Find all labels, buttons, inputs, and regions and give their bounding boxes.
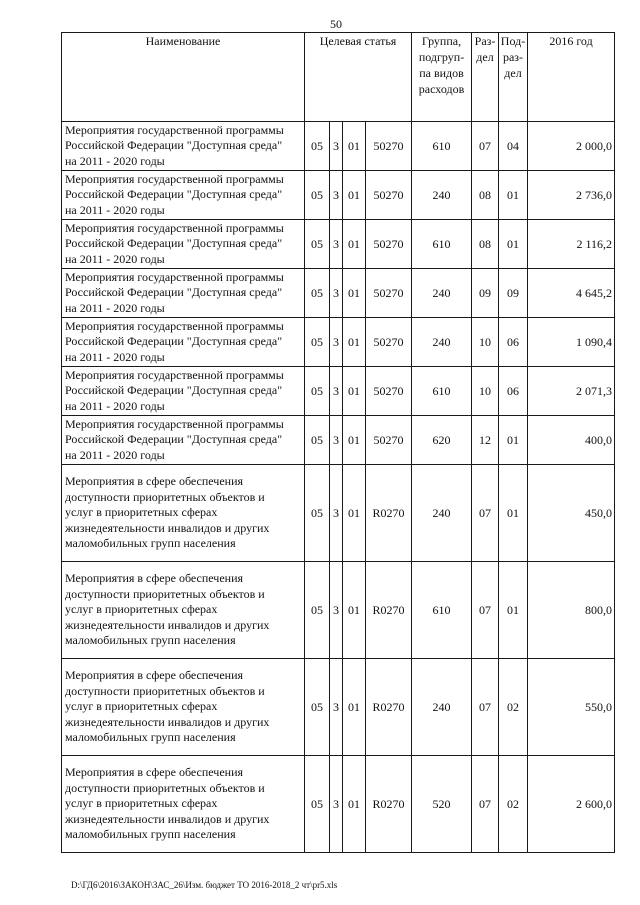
cell-section: 12 <box>472 416 499 465</box>
cell-section: 07 <box>472 562 499 659</box>
cell-target-code-3: 01 <box>343 269 366 318</box>
cell-subsection: 01 <box>499 416 528 465</box>
budget-table <box>61 32 615 853</box>
table-row <box>62 416 615 465</box>
cell-target-code-1: 05 <box>305 562 330 659</box>
table-row <box>62 171 615 220</box>
cell-subsection: 09 <box>499 269 528 318</box>
cell-section: 08 <box>472 220 499 269</box>
cell-target-code-1: 05 <box>305 659 330 756</box>
row-name: Мероприятия государственной программы Российской Федерации "Доступная среда" на 2011 - 2020 годы <box>62 220 305 269</box>
cell-amount: 2 736,0 <box>528 171 615 220</box>
cell-subsection: 01 <box>499 465 528 562</box>
cell-expense-group: 520 <box>412 756 472 853</box>
cell-amount: 2 600,0 <box>528 756 615 853</box>
cell-subsection: 01 <box>499 220 528 269</box>
cell-target-code-4: R0270 <box>366 756 412 853</box>
row-name: Мероприятия государственной программы Российской Федерации "Доступная среда" на 2011 - 2020 годы <box>62 269 305 318</box>
cell-target-code-4: 50270 <box>366 318 412 367</box>
table-row <box>62 220 615 269</box>
cell-expense-group: 610 <box>412 367 472 416</box>
cell-section: 07 <box>472 659 499 756</box>
row-name: Мероприятия государственной программы Российской Федерации "Доступная среда" на 2011 - 2020 годы <box>62 171 305 220</box>
cell-target-code-1: 05 <box>305 465 330 562</box>
cell-target-code-2: 3 <box>330 367 343 416</box>
cell-subsection: 02 <box>499 659 528 756</box>
cell-target-code-1: 05 <box>305 269 330 318</box>
cell-expense-group: 610 <box>412 562 472 659</box>
cell-target-code-3: 01 <box>343 659 366 756</box>
cell-target-code-2: 3 <box>330 269 343 318</box>
cell-target-code-4: 50270 <box>366 220 412 269</box>
table-row <box>62 659 615 756</box>
header-target-article: Целевая статья <box>305 33 412 122</box>
cell-target-code-4: 50270 <box>366 416 412 465</box>
cell-subsection: 01 <box>499 171 528 220</box>
row-name: Мероприятия в сфере обеспечения доступности приоритетных объектов и услуг в приоритетных сферах жизнедеятельности инвалидов и других маломобильных групп населения <box>62 465 305 562</box>
cell-target-code-3: 01 <box>343 367 366 416</box>
cell-target-code-2: 3 <box>330 122 343 171</box>
file-path-footer: D:\ГД6\2016\ЗАКОН\ЗАС_26\Изм. бюджет ТО 2016-2018_2 чт\pr5.xls <box>71 880 338 890</box>
header-year: 2016 год <box>528 33 615 122</box>
cell-section: 07 <box>472 465 499 562</box>
cell-target-code-2: 3 <box>330 171 343 220</box>
cell-expense-group: 240 <box>412 318 472 367</box>
cell-target-code-3: 01 <box>343 416 366 465</box>
cell-target-code-4: R0270 <box>366 659 412 756</box>
cell-amount: 2 000,0 <box>528 122 615 171</box>
cell-target-code-2: 3 <box>330 465 343 562</box>
table-row <box>62 465 615 562</box>
cell-target-code-2: 3 <box>330 416 343 465</box>
cell-target-code-3: 01 <box>343 465 366 562</box>
header-name: Наименование <box>62 33 305 122</box>
header-row <box>62 33 615 122</box>
header-subsection: Под- раз- дел <box>499 33 528 122</box>
cell-section: 08 <box>472 171 499 220</box>
cell-expense-group: 610 <box>412 220 472 269</box>
cell-amount: 550,0 <box>528 659 615 756</box>
cell-amount: 800,0 <box>528 562 615 659</box>
cell-target-code-3: 01 <box>343 562 366 659</box>
table-row <box>62 318 615 367</box>
cell-subsection: 01 <box>499 562 528 659</box>
cell-target-code-1: 05 <box>305 318 330 367</box>
cell-target-code-1: 05 <box>305 122 330 171</box>
cell-target-code-3: 01 <box>343 318 366 367</box>
cell-amount: 1 090,4 <box>528 318 615 367</box>
cell-target-code-1: 05 <box>305 367 330 416</box>
cell-target-code-2: 3 <box>330 220 343 269</box>
cell-target-code-4: 50270 <box>366 269 412 318</box>
cell-expense-group: 240 <box>412 465 472 562</box>
cell-target-code-3: 01 <box>343 756 366 853</box>
cell-expense-group: 620 <box>412 416 472 465</box>
cell-amount: 2 116,2 <box>528 220 615 269</box>
cell-section: 10 <box>472 318 499 367</box>
cell-subsection: 04 <box>499 122 528 171</box>
table-row <box>62 367 615 416</box>
cell-subsection: 06 <box>499 318 528 367</box>
cell-amount: 450,0 <box>528 465 615 562</box>
cell-target-code-4: 50270 <box>366 122 412 171</box>
row-name: Мероприятия государственной программы Российской Федерации "Доступная среда" на 2011 - 2020 годы <box>62 318 305 367</box>
cell-subsection: 02 <box>499 756 528 853</box>
cell-target-code-1: 05 <box>305 220 330 269</box>
table-row <box>62 562 615 659</box>
row-name: Мероприятия государственной программы Российской Федерации "Доступная среда" на 2011 - 2020 годы <box>62 416 305 465</box>
cell-section: 07 <box>472 122 499 171</box>
cell-amount: 4 645,2 <box>528 269 615 318</box>
cell-target-code-4: R0270 <box>366 562 412 659</box>
page-number: 50 <box>330 17 342 31</box>
cell-target-code-2: 3 <box>330 318 343 367</box>
cell-target-code-2: 3 <box>330 756 343 853</box>
cell-expense-group: 240 <box>412 269 472 318</box>
row-name: Мероприятия государственной программы Российской Федерации "Доступная среда" на 2011 - 2020 годы <box>62 367 305 416</box>
row-name: Мероприятия государственной программы Российской Федерации "Доступная среда" на 2011 - 2020 годы <box>62 122 305 171</box>
cell-target-code-1: 05 <box>305 171 330 220</box>
cell-expense-group: 240 <box>412 171 472 220</box>
cell-amount: 2 071,3 <box>528 367 615 416</box>
header-section: Раз- дел <box>472 33 499 122</box>
cell-target-code-2: 3 <box>330 659 343 756</box>
cell-amount: 400,0 <box>528 416 615 465</box>
cell-section: 09 <box>472 269 499 318</box>
row-name: Мероприятия в сфере обеспечения доступности приоритетных объектов и услуг в приоритетных сферах жизнедеятельности инвалидов и других маломобильных групп населения <box>62 756 305 853</box>
table-row <box>62 269 615 318</box>
cell-expense-group: 240 <box>412 659 472 756</box>
row-name: Мероприятия в сфере обеспечения доступности приоритетных объектов и услуг в приоритетных сферах жизнедеятельности инвалидов и других маломобильных групп населения <box>62 562 305 659</box>
cell-target-code-1: 05 <box>305 416 330 465</box>
cell-target-code-1: 05 <box>305 756 330 853</box>
cell-target-code-3: 01 <box>343 220 366 269</box>
cell-target-code-4: R0270 <box>366 465 412 562</box>
cell-target-code-4: 50270 <box>366 367 412 416</box>
row-name: Мероприятия в сфере обеспечения доступности приоритетных объектов и услуг в приоритетных сферах жизнедеятельности инвалидов и других маломобильных групп населения <box>62 659 305 756</box>
table-row <box>62 122 615 171</box>
header-expense-group: Группа, подгруп- па видов расходов <box>412 33 472 122</box>
cell-target-code-3: 01 <box>343 122 366 171</box>
cell-target-code-3: 01 <box>343 171 366 220</box>
cell-subsection: 06 <box>499 367 528 416</box>
cell-target-code-4: 50270 <box>366 171 412 220</box>
table-row <box>62 756 615 853</box>
cell-expense-group: 610 <box>412 122 472 171</box>
cell-target-code-2: 3 <box>330 562 343 659</box>
cell-section: 10 <box>472 367 499 416</box>
cell-section: 07 <box>472 756 499 853</box>
